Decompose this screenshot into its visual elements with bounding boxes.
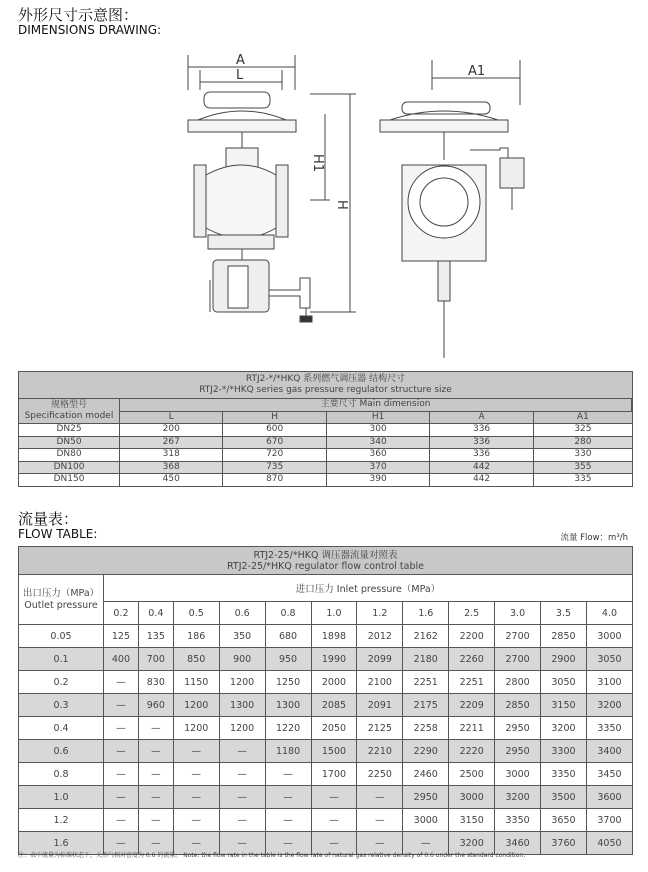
flow-cell: 3700 [586,809,632,832]
label-h: H [334,200,349,210]
flow-cell: 2850 [495,694,541,717]
flow-table-title-cn: RTJ2-25/*HKQ 调压器流量对照表 [253,549,398,561]
dim-cell: 390 [326,474,429,487]
flow-cell: — [138,763,173,786]
flow-cell: — [104,809,139,832]
flow-cell: 2950 [403,786,449,809]
flow-cell: 3050 [541,671,587,694]
dim-col-l: L [120,411,223,424]
flow-cell: — [357,809,403,832]
flow-cell: — [138,717,173,740]
flow-cell: 400 [104,648,139,671]
dims-title-en: DIMENSIONS DRAWING: [18,23,162,37]
dim-cell: 720 [223,449,326,462]
flow-cell: — [138,786,173,809]
flow-cell: 1500 [311,740,357,763]
outlet-pressure-cell: 1.2 [19,809,104,832]
flow-cell: 3200 [586,694,632,717]
flow-cell: 3200 [449,832,495,855]
flow-cell: 2700 [495,625,541,648]
flow-row [19,763,633,786]
dim-cell: 300 [326,424,429,437]
flow-cell: — [173,740,219,763]
flow-cell: 2260 [449,648,495,671]
flow-cell: 1180 [265,740,311,763]
dim-cell: 442 [430,474,533,487]
dim-cell: 340 [326,436,429,449]
flow-cell: — [219,809,265,832]
flow-cell: 1200 [173,717,219,740]
structure-table-caption [19,372,633,399]
flow-row [19,786,633,809]
flow-cell: 1200 [173,694,219,717]
flow-cell: 3350 [495,809,541,832]
dim-cell: 325 [533,424,632,437]
outlet-pressure-header [19,575,104,625]
flow-cell: 3200 [541,717,587,740]
flow-cell: 3350 [541,763,587,786]
flow-title-en: FLOW TABLE: [18,527,98,541]
flow-cell: 2162 [403,625,449,648]
model-header-cn: 规格型号 [50,400,87,410]
flow-cell: 1300 [219,694,265,717]
flow-cell: 2099 [357,648,403,671]
flow-cell: 125 [104,625,139,648]
dim-col-h: H [223,411,326,424]
outlet-pressure-cell: 1.0 [19,786,104,809]
flow-table [18,546,633,855]
flow-cell: 2800 [495,671,541,694]
dim-cell: 200 [120,424,223,437]
flow-cell: 2900 [541,648,587,671]
structure-size-table [18,371,633,487]
flow-cell: 3000 [449,786,495,809]
structure-table-title-cn: RTJ2-*/*HKQ 系列燃气调压器 结构尺寸 [245,374,406,384]
flow-cell: — [173,809,219,832]
dim-cell: 370 [326,461,429,474]
flow-cell: 960 [138,694,173,717]
dim-cell: 442 [430,461,533,474]
inlet-pressure-col: 0.5 [173,602,219,625]
flow-cell: 850 [173,648,219,671]
flow-row [19,671,633,694]
inlet-pressure-col: 3.5 [541,602,587,625]
inlet-pressure-col: 0.8 [265,602,311,625]
model-cell: DN25 [19,424,120,437]
flow-cell: — [219,786,265,809]
flow-cell: 3500 [541,786,587,809]
flow-cell: 2250 [357,763,403,786]
flow-cell: — [104,832,139,855]
flow-cell: 350 [219,625,265,648]
flow-cell: — [138,740,173,763]
flow-cell: 2251 [449,671,495,694]
flow-cell: 680 [265,625,311,648]
flow-cell: — [104,740,139,763]
flow-cell: — [265,809,311,832]
model-cell: DN100 [19,461,120,474]
outlet-pressure-cell: 0.6 [19,740,104,763]
inlet-pressure-col: 3.0 [495,602,541,625]
flow-cell: 2950 [495,717,541,740]
flow-title-cn: 流量表： [18,510,79,528]
flow-cell: 2258 [403,717,449,740]
outlet-pressure-cell: 0.05 [19,625,104,648]
flow-cell: 2091 [357,694,403,717]
flow-cell: 2209 [449,694,495,717]
flow-cell: 2000 [311,671,357,694]
flow-cell: 3000 [586,625,632,648]
flow-cell: — [219,763,265,786]
inlet-pressure-col: 0.2 [104,602,139,625]
flow-cell: 3450 [586,763,632,786]
flow-cell: 1300 [265,694,311,717]
flow-cell: — [104,717,139,740]
inlet-pressure-col: 1.0 [311,602,357,625]
flow-cell: 135 [138,625,173,648]
inlet-pressure-col: 4.0 [586,602,632,625]
dim-cell: 318 [120,449,223,462]
flow-cell: 2460 [403,763,449,786]
flow-cell: 3150 [449,809,495,832]
dim-cell: 335 [533,474,632,487]
regulator-drawing [170,50,550,362]
outlet-pressure-cell: 1.6 [19,832,104,855]
flow-cell: 3760 [541,832,587,855]
flow-cell: 3150 [541,694,587,717]
flow-cell: 2290 [403,740,449,763]
inlet-pressure-header: 进口压力 Inlet pressure（MPa） [104,575,633,602]
model-cell: DN50 [19,436,120,449]
flow-cell: — [219,740,265,763]
flow-cell: 2950 [495,740,541,763]
outlet-pressure-cell: 0.1 [19,648,104,671]
flow-cell: — [311,809,357,832]
dim-col-h1: H1 [326,411,429,424]
inlet-pressure-col: 0.6 [219,602,265,625]
flow-cell: 3100 [586,671,632,694]
flow-row [19,648,633,671]
dim-cell: 267 [120,436,223,449]
flow-cell: 950 [265,648,311,671]
flow-cell: 3000 [495,763,541,786]
dim-cell: 870 [223,474,326,487]
flow-table-caption [19,547,633,575]
flow-cell: — [138,809,173,832]
flow-cell: — [403,832,449,855]
flow-cell: 2085 [311,694,357,717]
outlet-pressure-cell: 0.4 [19,717,104,740]
flow-cell: 1200 [219,717,265,740]
structure-row [19,424,633,437]
model-header [19,399,120,424]
flow-cell: 1990 [311,648,357,671]
flow-cell: 2251 [403,671,449,694]
flow-cell: — [104,671,139,694]
flow-cell: — [219,832,265,855]
dim-col-a1: A1 [533,411,632,424]
flow-cell: 2220 [449,740,495,763]
flow-cell: 1898 [311,625,357,648]
outlet-pressure-cell: 0.3 [19,694,104,717]
dim-cell: 670 [223,436,326,449]
flow-cell: 2175 [403,694,449,717]
flow-cell: — [357,786,403,809]
inlet-pressure-col: 0.4 [138,602,173,625]
outlet-header-en: Outlet pressure [24,599,98,611]
model-header-en: Specification model [24,411,114,421]
structure-table-title-en: RTJ2-*/*HKQ series gas pressure regulator structure size [199,385,452,395]
flow-cell: 186 [173,625,219,648]
label-h1: H1 [310,154,325,173]
flow-cell: — [173,832,219,855]
flow-cell: 1200 [219,671,265,694]
dim-cell: 368 [120,461,223,474]
main-dimension-header: 主要尺寸 Main dimension [120,399,632,412]
dim-cell: 600 [223,424,326,437]
flow-cell: 3050 [586,648,632,671]
flow-cell: 3400 [586,740,632,763]
flow-cell: — [173,763,219,786]
dim-cell: 280 [533,436,632,449]
flow-row [19,694,633,717]
flow-cell: 2180 [403,648,449,671]
structure-row [19,474,633,487]
flow-cell: 3600 [586,786,632,809]
label-l: L [236,68,244,83]
inlet-pressure-col: 1.2 [357,602,403,625]
footnote: 注：表中流量为标准状态下，天然气相对密度为 0.6 的流量。 Note: the flow rate in the table is the flow rate of natural gas relative density of 0.6 under the standard condition. [18,852,526,859]
flow-row [19,717,633,740]
flow-cell: 700 [138,648,173,671]
flow-cell: 3000 [403,809,449,832]
dim-cell: 330 [533,449,632,462]
flow-cell: 2210 [357,740,403,763]
dim-cell: 360 [326,449,429,462]
inlet-pressure-col: 2.5 [449,602,495,625]
dim-col-a: A [430,411,533,424]
flow-cell: 2500 [449,763,495,786]
dims-title-cn: 外形尺寸示意图： [18,6,139,24]
structure-row [19,436,633,449]
flow-cell: — [265,832,311,855]
flow-cell: — [265,786,311,809]
flow-cell: — [104,763,139,786]
flow-cell: — [311,832,357,855]
flow-cell: — [265,763,311,786]
flow-cell: 900 [219,648,265,671]
outlet-pressure-cell: 0.2 [19,671,104,694]
flow-cell: 2012 [357,625,403,648]
flow-cell: 2125 [357,717,403,740]
model-cell: DN150 [19,474,120,487]
label-a: A [236,53,245,68]
dim-cell: 450 [120,474,223,487]
flow-cell: 2850 [541,625,587,648]
flow-cell: 2211 [449,717,495,740]
flow-cell: — [104,786,139,809]
flow-cell: — [311,786,357,809]
flow-cell: 4050 [586,832,632,855]
dim-cell: 336 [430,424,533,437]
structure-row [19,461,633,474]
flow-row [19,809,633,832]
flow-cell: 2200 [449,625,495,648]
dim-cell: 735 [223,461,326,474]
flow-row [19,740,633,763]
flow-cell: 3460 [495,832,541,855]
inlet-pressure-col: 1.6 [403,602,449,625]
model-cell: DN80 [19,449,120,462]
dim-cell: 336 [430,449,533,462]
flow-cell: 2100 [357,671,403,694]
flow-cell: — [173,786,219,809]
label-a1: A1 [468,64,486,79]
structure-row [19,449,633,462]
flow-unit: 流量 Flow：m³/h [560,533,628,543]
dim-cell: 336 [430,436,533,449]
flow-cell: — [104,694,139,717]
flow-cell: 3300 [541,740,587,763]
flow-cell: 2050 [311,717,357,740]
flow-cell: 1150 [173,671,219,694]
outlet-pressure-cell: 0.8 [19,763,104,786]
flow-cell: — [138,832,173,855]
flow-cell: 1250 [265,671,311,694]
dim-cell: 355 [533,461,632,474]
flow-cell: — [357,832,403,855]
outlet-header-cn: 出口压力（MPa） [22,587,100,599]
flow-cell: 830 [138,671,173,694]
flow-cell: 2700 [495,648,541,671]
flow-cell: 1700 [311,763,357,786]
flow-cell: 1220 [265,717,311,740]
flow-cell: 3200 [495,786,541,809]
flow-cell: 3650 [541,809,587,832]
flow-row [19,625,633,648]
flow-table-title-en: RTJ2-25/*HKQ regulator flow control table [226,560,424,572]
flow-cell: 3350 [586,717,632,740]
